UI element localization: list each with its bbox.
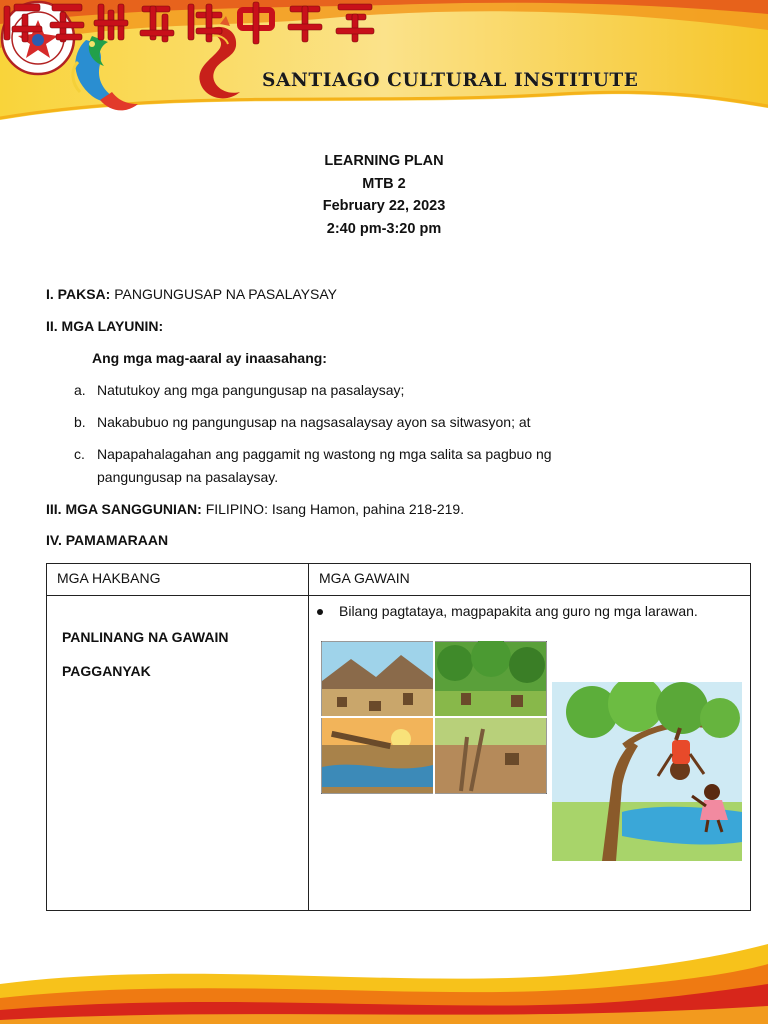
table-row [47,596,751,911]
objective-text: Nakabubuo ng pangungusap na nagsasalaysay ayon sa sitwasyon; at [97,414,531,430]
section-paksa [46,286,337,302]
subject-code: MTB 2 [362,175,406,192]
header-label-hakbang: MGA HAKBANG [57,570,161,586]
list-marker: c. [74,446,85,462]
reference-title: FILIPINO [205,501,265,517]
table-header-cell [309,564,751,596]
activity-bullet [339,600,739,623]
lesson-date: February 22, 2023 [322,198,446,214]
objective-text-continuation: pangungusap na pasalaysay. [97,469,279,485]
document-title-block [0,150,768,240]
deforestation-picture [321,641,547,794]
bullet-icon [317,609,323,615]
section-label: I. PAKSA: [46,286,111,302]
brush-lettering [0,0,382,46]
section-pamamaraan-heading: IV. PAMAMARAAN [46,532,169,548]
document-title: LEARNING PLAN [324,153,444,169]
step-label: PANLINANG NA GAWAIN [62,629,229,645]
reference-pages: : Isang Hamon, pahina 218-219. [264,501,465,517]
children-tree-picture [552,682,742,861]
activities-cell [309,596,751,911]
table-header-row [47,564,751,596]
section-label: III. MGA SANGGUNIAN: [46,501,202,517]
objectives-intro: Ang mga mag-aaral ay inaasahang: [92,350,327,366]
step-label: PAGGANYAK [62,663,151,679]
activity-text: Bilang pagtataya, magpapakita ang guro ng mga larawan. [339,603,698,619]
table-header-cell [47,564,309,596]
section-sanggunian [46,501,464,517]
list-marker: a. [74,382,86,398]
procedure-table [46,563,751,911]
section-value: PANGUNGUSAP NA PASALAYSAY [114,286,337,302]
school-banner [0,0,768,140]
footer-decoration [0,888,768,1024]
lesson-time: 2:40 pm-3:20 pm [326,220,442,237]
section-layunin-heading: II. MGA LAYUNIN: [46,318,164,334]
objective-text: Napapahalagahan ang paggamit ng wastong ng mga salita sa pagbuo ng [97,446,552,462]
header-label-gawain: MGA GAWAIN [319,570,410,586]
school-name: SANTIAGO CULTURAL INSTITUTE [262,70,639,91]
list-marker: b. [74,414,86,430]
objective-text: Natutukoy ang mga pangungusap na pasalaysay; [97,382,405,398]
steps-cell [47,596,309,911]
